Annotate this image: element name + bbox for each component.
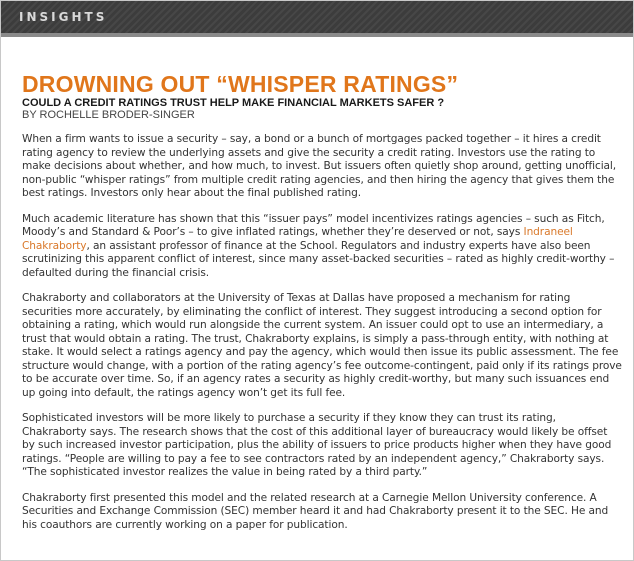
- author-link-chakraborty[interactable]: Indraneel Chakraborty: [22, 226, 573, 252]
- paragraph-5: Chakraborty first presented this model and the related research at a Carnegie Mellon University conference. A Securities and Exchange Commission (SEC) member heard it and had Chakraborty present it to the SEC. He and his coauthors are currently working on a paper for publication.: [22, 491, 609, 531]
- section-label: INSIGHTS: [19, 10, 108, 24]
- paragraph-1: When a firm wants to issue a security – say, a bond or a bunch of mortgages packed together – it hires a credit rating agency to review the underlying assets and give the security a credit rating. Investors use the rating to make decisions about whether, and how much, to invest. But issuers often quietly shop around, getting unofficial, non-public “whisper ratings” from multiple credit rating agencies, and then hiring the agency that gives them the best ratings. Investors only hear about the final published rating.: [22, 133, 617, 199]
- paragraph-2-text-after: , an assistant professor of finance at the School. Regulators and industry experts have also been scrutinizing this apparent conflict of interest, since many asset-backed securities – rated as highly credit-worthy – defaulted during the financial crisis.: [22, 239, 615, 279]
- article-body: [22, 71, 622, 544]
- paragraph-2-text-before: Much academic literature has shown that this “issuer pays” model incentivizes ratings agencies – such as Fitch, Moody’s and Standard & Poor’s – to give inflated ratings, whether they’re deserved or not, says: [22, 212, 605, 238]
- paragraph-2: [22, 213, 622, 281]
- section-header-bar: [1, 1, 633, 37]
- article-headline: DROWNING OUT “WHISPER RATINGS”: [22, 71, 459, 97]
- paragraph-4: Sophisticated investors will be more likely to purchase a security if they know they can trust its rating, Chakraborty says. The research shows that the cost of this additional layer of bureaucracy would likely be offset by such increased investor participation, plus the ability of issuers to price products higher when they have good ratings. “People are willing to pay a fee to see contractors rated by an independent agency,” Chakraborty says. “The sophisticated investor realizes the value in being rated by a third party.”: [22, 412, 612, 478]
- article-byline: BY ROCHELLE BRODER-SINGER: [22, 109, 195, 121]
- paragraph-3: Chakraborty and collaborators at the University of Texas at Dallas have proposed a mechanism for rating securities more accurately, by eliminating the conflict of interest. They suggest introducing a second option for obtaining a rating, which would run alongside the current system. An issuer could opt to use an intermediary, a trust that would obtain a rating. The trust, Chakraborty explains, is simply a pass-through entity, with nothing at stake. It would select a ratings agency and pay the agency, which would then issue its public assessment. The fee structure would change, with a portion of the rating agency’s fee outcome-contingent, paid only if its ratings prove to be accurate over time. So, if an agency rates a security as highly credit-worthy, but many such issuances end up going into default, the ratings agency won’t get its full fee.: [22, 292, 622, 399]
- article-subheadline: COULD A CREDIT RATINGS TRUST HELP MAKE FINANCIAL MARKETS SAFER ?: [22, 97, 445, 109]
